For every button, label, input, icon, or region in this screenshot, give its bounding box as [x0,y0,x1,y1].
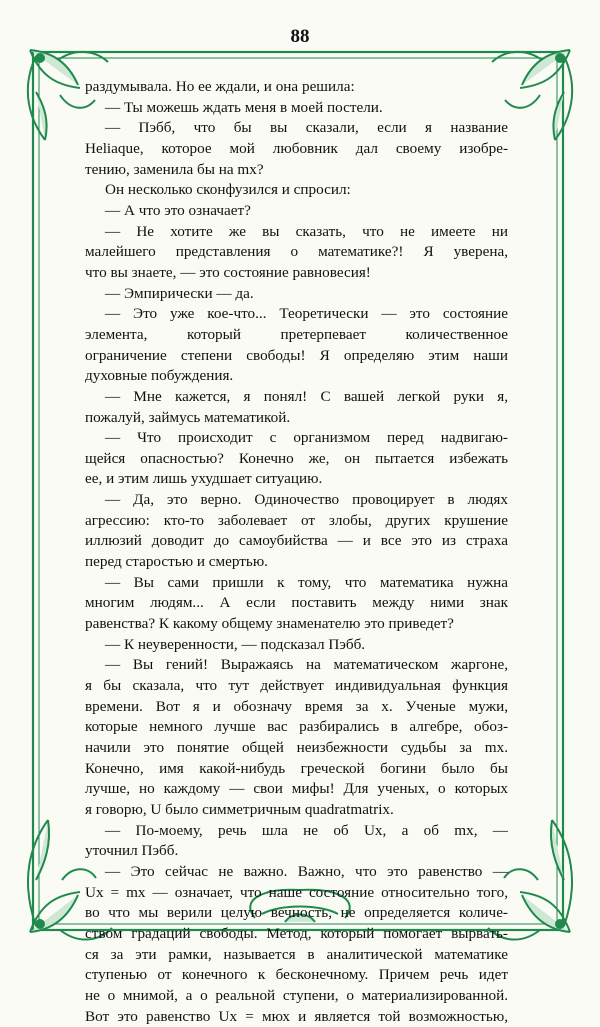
body-text [85,77,508,1027]
text-line: агрессию: кто-то заболевает от злобы, других крушение [85,511,508,529]
text-line: Конечно, имя какой-нибудь греческой богини было бы [85,759,508,777]
text-line: — Не хотите же вы сказать, что не имеете ни [105,222,508,240]
text-line: лучше, но каждому — свои мифы! Для ученых, о которых [85,780,508,798]
text-line: щейся опасностью? Конечно же, он пытается избежать [85,449,508,467]
text-line: во что мы верили целую вечность, не определяется количе- [85,904,508,922]
text-line: пожалуй, займусь математикой. [85,408,291,426]
text-line: ограничение степени свободы! Я определяю этим наши [85,346,508,364]
text-line: ступенью от конечного к бесконечному. Причем речь идет [85,966,508,984]
text-line: — Да, это верно. Одиночество провоцирует в людях [105,491,508,509]
text-line: что вы знаете, — это состояние равновесия! [85,263,371,281]
text-line: я бы сказала, что тут действует индивидуальная функция [85,677,508,695]
text-line: — По-моему, речь шла не об Ux, а об mx, — [105,821,508,839]
text-line: не о мнимой, а о реальной ступени, о материализированной. [85,986,508,1004]
page-number: 88 [290,26,310,47]
text-line: — Мне кажется, я понял! С вашей легкой руки я, [105,387,508,405]
text-line: — К неуверенности, — подсказал Пэбб. [105,635,366,653]
text-line: начили это понятие общей неизбежности судьбы за mx. [85,739,508,756]
text-line: раздумывала. Но ее ждали, и она решила: [85,78,355,95]
text-line: которые немного лучше вас разбирались в алгебре, обоз- [85,718,508,736]
text-line: элемента, который претерпевает количественное [85,325,508,343]
text-line: многим людям... А если поставить между ними знак [85,594,508,612]
text-line: перед старостью и смертью. [85,553,268,571]
text-line: — Это сейчас не важно. Важно, что это равенство — [105,862,508,880]
text-line: Он несколько сконфузился и спросил: [105,181,351,199]
text-line: ся за эти рамки, называется в аналитической математике [85,945,508,963]
text-line: времени. Вот я и обозначу время за x. Ученые мужи, [85,697,508,715]
text-line: я говорю, U было симметричным quadratmatrix. [85,800,394,818]
text-line: — А что это означает? [105,201,251,219]
text-line: Heliaque, которое мой любовник дал своему изобре- [85,139,508,157]
text-line: — Вы гений! Выражаясь на математическом жаргоне, [105,656,508,674]
text-line: — Эмпирически — да. [105,284,254,302]
text-line: — Ты можешь ждать меня в моей постели. [105,98,383,116]
text-line: духовные побуждения. [85,367,234,385]
text-line: иллюзий доводит до самоубийства — и все это из страха [85,532,508,550]
text-line: Ux = mx — означает, что наше состояние относительно того, [85,883,508,901]
text-line: малейшего представления о математике?! Я уверена, [85,243,508,261]
text-line: — Пэбб, что бы вы сказали, если я название [105,119,508,137]
text-line: Вот это равенство Ux = мюх и является той возможностью, [85,1007,508,1025]
text-line: равенства? К какому общему знаменателю это приведет? [85,615,454,633]
text-line: — Что происходит с организмом перед надвигаю- [105,429,508,447]
text-line: — Вы сами пришли к тому, что математика нужна [105,573,508,591]
text-line: тению, заменила бы на mx? [85,160,264,178]
text-line: ее, и этим лишь ухудшает ситуацию. [85,470,323,488]
text-line: — Это уже кое-что... Теоретически — это состояние [105,305,508,323]
text-line: ством градаций свободы. Метод, который помогает вырвать- [85,924,508,942]
text-line: уточнил Пэбб. [85,842,179,860]
